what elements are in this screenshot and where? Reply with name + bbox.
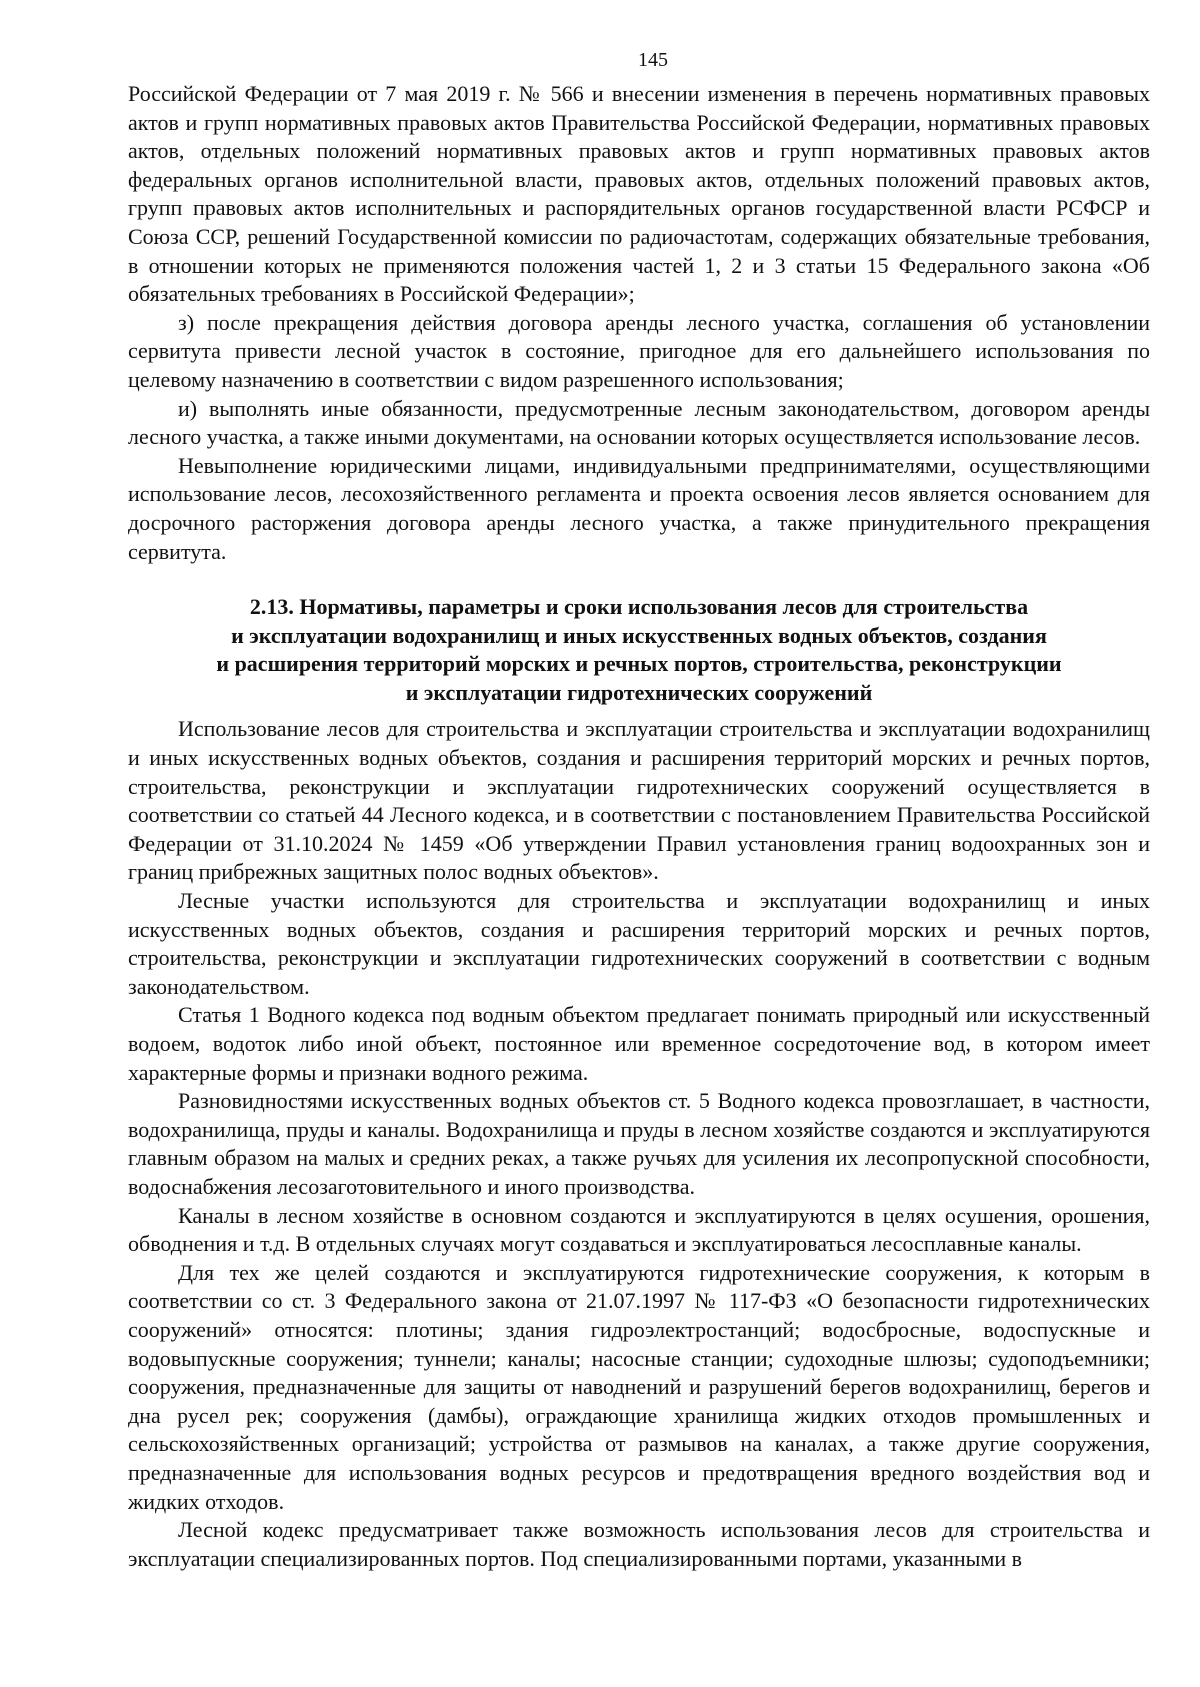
section-heading-line: и расширения территорий морских и речных портов, строительства, реконструкции (216, 651, 1062, 677)
paragraph-continuation: Российской Федерации от 7 мая 2019 г. № 566 и внесении изменения в перечень нормативных правовых актов и групп нормативных правовых актов Правительства Российской Федерации, нормативных правовых актов, отдельных положений нормативных правовых актов и групп нормативных правовых актов федеральных органов исполнительной власти, правовых актов, отдельных положений правовых актов, групп правовых актов исполнительных и распорядительных органов государственной власти РСФСР и Союза ССР, решений Государственной комиссии по радиочастотам, содержащих обязательные требования, в отношении которых не применяются положения частей 1, 2 и 3 статьи 15 Федерального закона «Об обязательных требованиях в Российской Федерации»; (128, 81, 1150, 307)
paragraph-non-compliance: Невыполнение юридическими лицами, индивидуальными предпринимателями, осуществляющими использование лесов, лесохозяйственного регламента и проекта освоения лесов является основанием для досрочного расторжения договора аренды лесного участка, а также принудительного прекращения сервитута. (128, 452, 1150, 564)
paragraph: Лесные участки используются для строительства и эксплуатации водохранилищ и иных искусственных водных объектов, создания и расширения территорий морских и речных портов, строительства, реконструкции и эксплуатации гидротехнических сооружений в соответствии с водным законодательством. (128, 888, 1150, 999)
section-heading-line: и эксплуатации водохранилищ и иных искусственных водных объектов, создания (231, 622, 1047, 648)
paragraph-item-z: з) после прекращения действия договора аренды лесного участка, соглашения об установлении сервитута привести лесной участок в состояние, пригодное для его дальнейшего использования по целевому назначению в соответствии с видом разрешенного использования; (128, 309, 1150, 392)
paragraphs-before (128, 80, 1150, 566)
document-page (128, 46, 1150, 1573)
paragraph: Использование лесов для строительства и эксплуатации строительства и эксплуатации водохранилищ и иных искусственных водных объектов, создания и расширения территорий морских и речных портов, строительства, реконструкции и эксплуатации гидротехнических сооружений осуществляется в соответствии со статьей 44 Лесного кодекса, и в соответствии с постановлением Правительства Российской Федерации от 31.10.2024 № 1459 «Об утверждении Правил установления границ водоохранных зон и границ прибрежных защитных полос водных объектов». (128, 716, 1150, 885)
paragraph: Статья 1 Водного кодекса под водным объектом предлагает понимать природный или искусственный водоем, водоток либо иной объект, постоянное или временное сосредоточение вод, в котором имеет характерные формы и признаки водного режима. (128, 1002, 1150, 1085)
section-heading-line: и эксплуатации гидротехнических сооружений (405, 679, 873, 705)
paragraph: Для тех же целей создаются и эксплуатируются гидротехнические сооружения, к которым в соответствии со ст. 3 Федерального закона от 21.07.1997 № 117-ФЗ «О безопасности гидротехнических сооружений» относятся: плотины; здания гидроэлектростанций; водосбросные, водоспускные и водовыпускные сооружения; туннели; каналы; насосные станции; судоходные шлюзы; судоподъемники; сооружения, предназначенные для защиты от наводнений и разрушений берегов водохранилищ, берегов и дна русел рек; сооружения (дамбы), ограждающие хранилища жидких отходов промышленных и сельскохозяйственных организаций; устройства от размывов на каналах, а также другие сооружения, предназначенные для использования водных ресурсов и предотвращения вредного воздействия вод и жидких отходов. (128, 1259, 1150, 1514)
page-number: 145 (638, 49, 668, 71)
paragraphs-after (128, 715, 1150, 1573)
paragraph: Лесной кодекс предусматривает также возможность использования лесов для строительства и эксплуатации специализированных портов. Под специализированными портами, указанными в (128, 1517, 1150, 1571)
paragraph: Разновидностями искусственных водных объектов ст. 5 Водного кодекса провозглашает, в частности, водохранилища, пруды и каналы. Водохранилища и пруды в лесном хозяйстве создаются и эксплуатируются главным образом на малых и средних реках, а также ручьях для усиления их лесопропускной способности, водоснабжения лесозаготовительного и иного производства. (128, 1088, 1150, 1199)
section-heading-line: 2.13. Нормативы, параметры и сроки использования лесов для строительства (249, 594, 1029, 620)
section-heading (128, 593, 1150, 707)
paragraph: Каналы в лесном хозяйстве в основном создаются и эксплуатируются в целях осушения, орошения, обводнения и т.д. В отдельных случаях могут создаваться и эксплуатироваться лесосплавные каналы. (128, 1202, 1150, 1257)
paragraph-item-i: и) выполнять иные обязанности, предусмотренные лесным законодательством, договором аренды лесного участка, а также иными документами, на основании которых осуществляется использование лесов. (128, 395, 1150, 450)
